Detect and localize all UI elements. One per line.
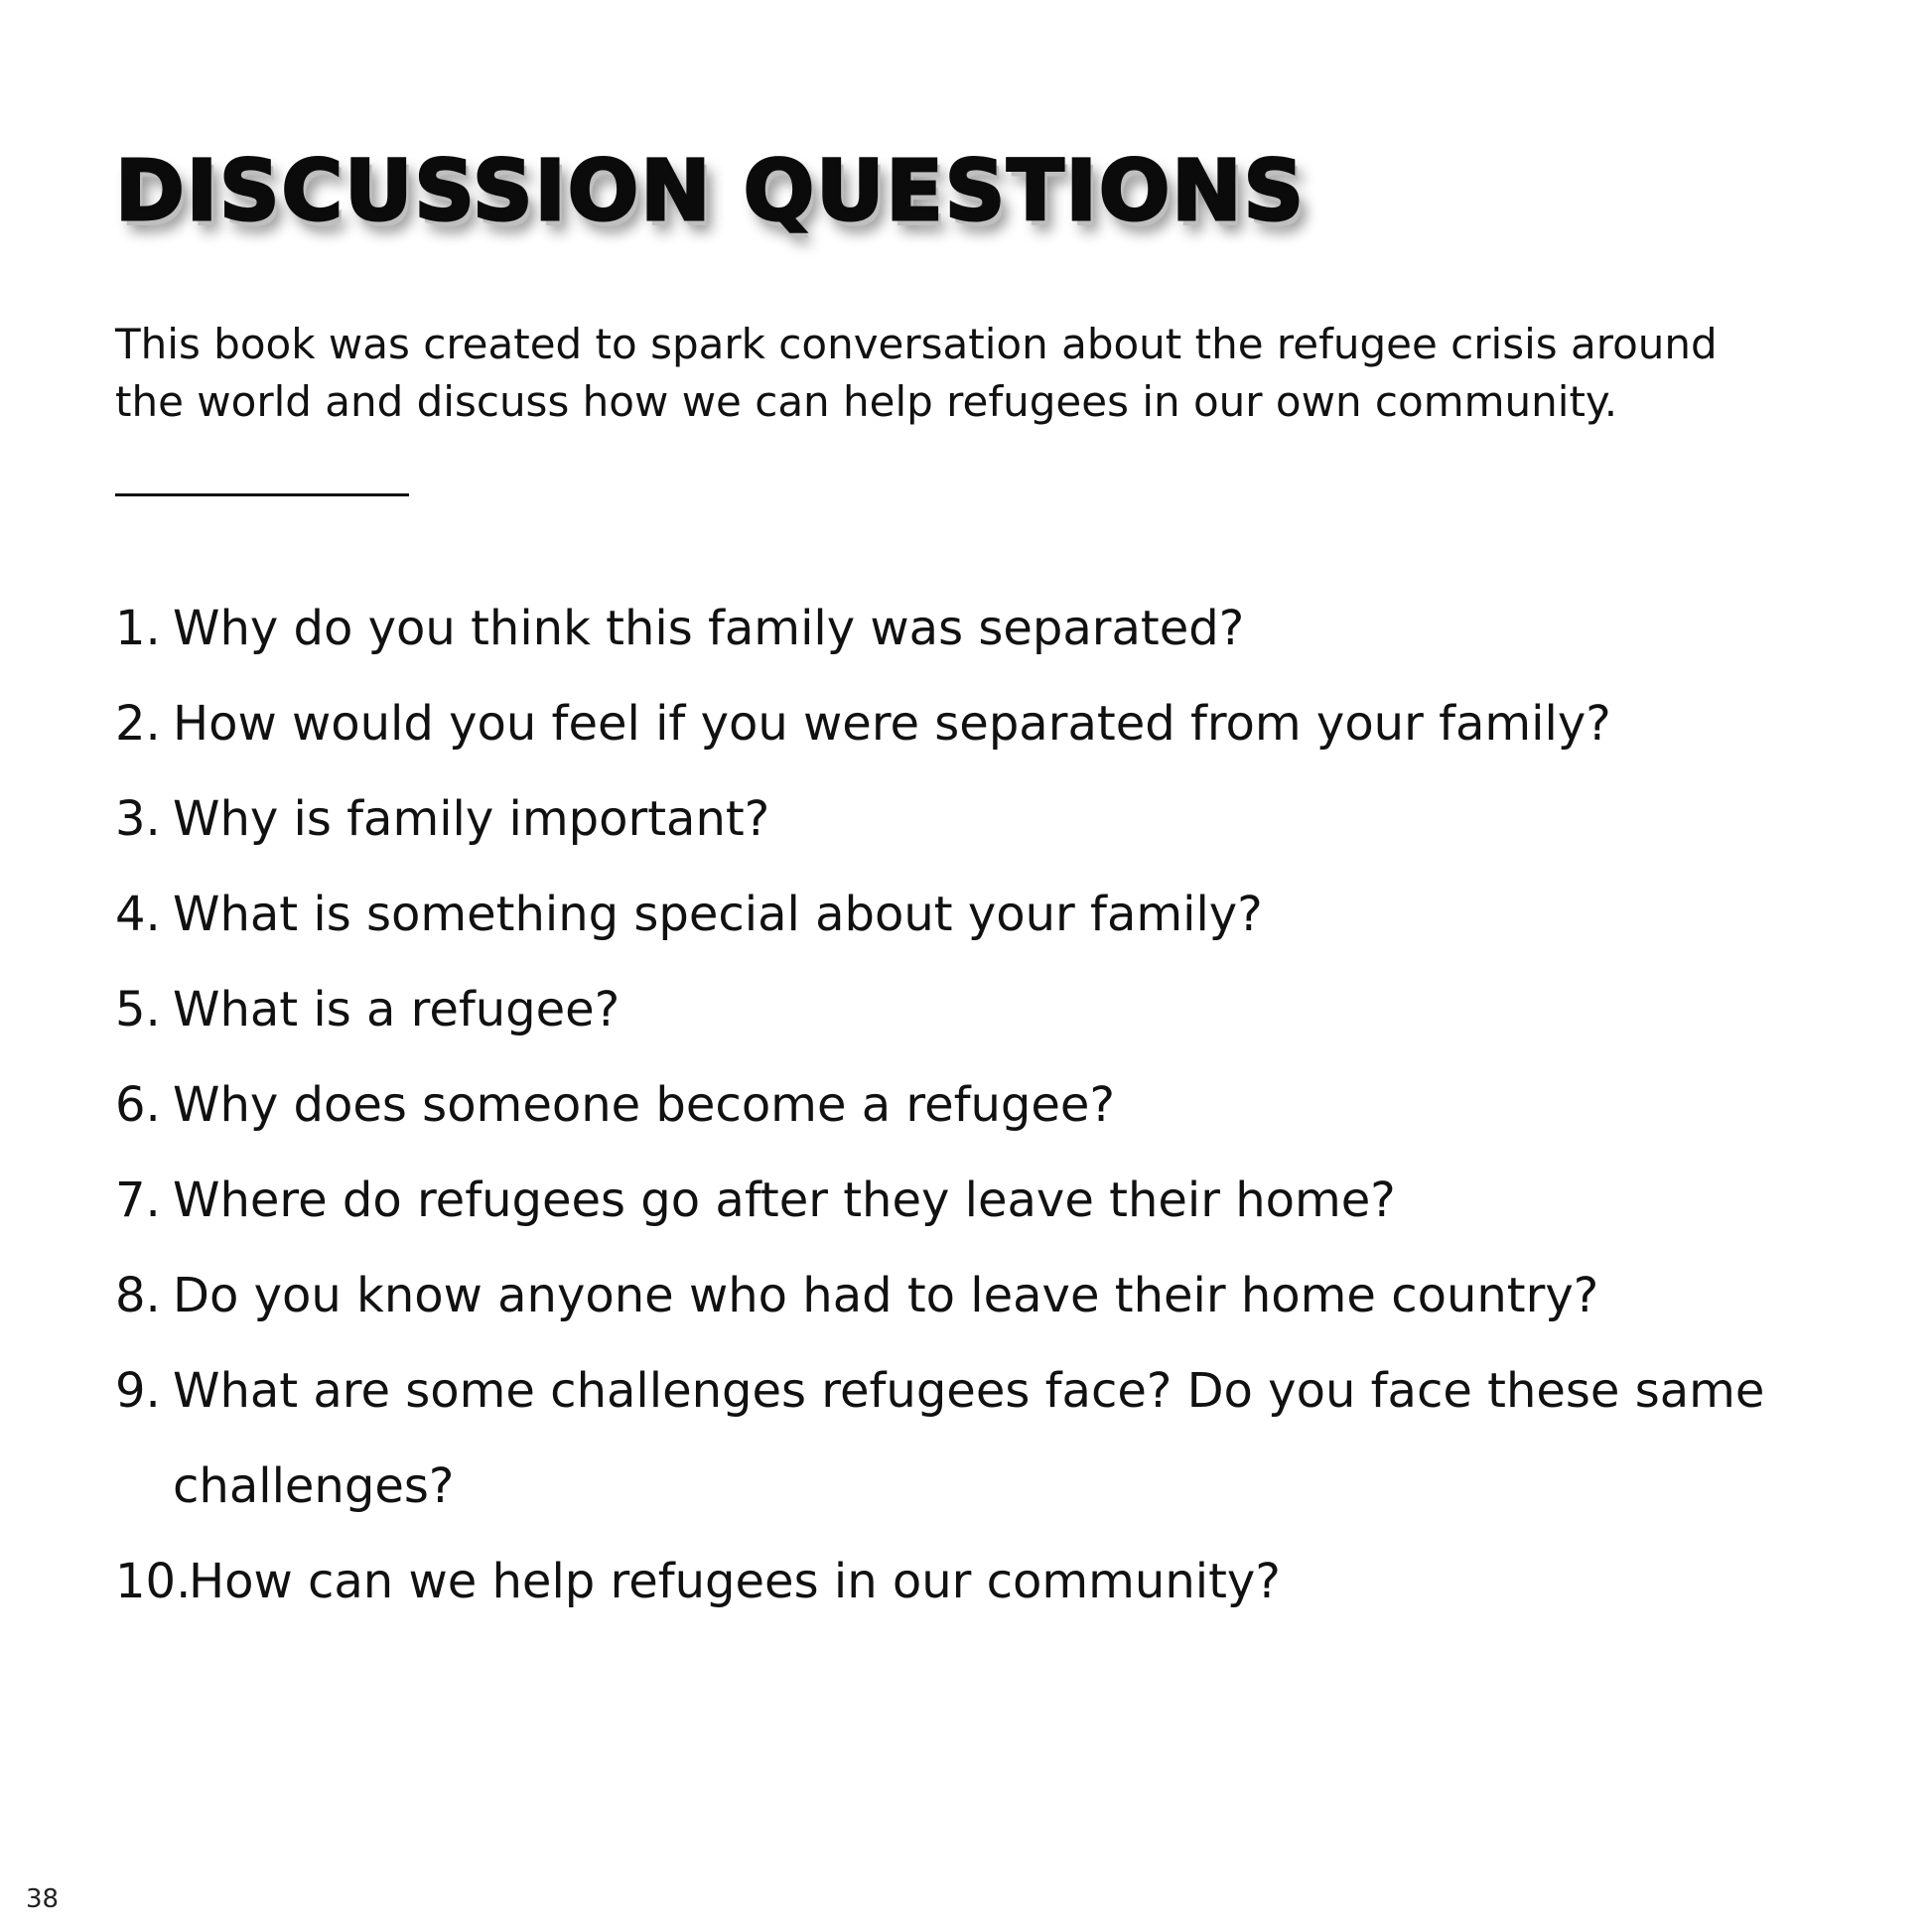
intro-line: the world and discuss how we can help refugees in our own community.: [115, 377, 1618, 426]
section-divider: [115, 493, 409, 496]
question-item: [115, 1057, 1853, 1153]
question-text: Do you know anyone who had to leave their home country?: [173, 1268, 1599, 1323]
question-number: 2.: [115, 696, 161, 752]
question-text: Why is family important?: [173, 791, 770, 847]
page-title: DISCUSSION QUESTIONS: [115, 142, 1307, 239]
question-item: [115, 581, 1853, 676]
question-number: 3.: [115, 791, 161, 847]
question-number: 5.: [115, 982, 161, 1037]
question-item: [115, 1153, 1853, 1248]
question-number: 9.: [115, 1363, 161, 1419]
question-item: [115, 1343, 1853, 1534]
question-list: [115, 581, 1853, 1629]
question-text: Where do refugees go after they leave their home?: [173, 1173, 1396, 1228]
question-number: 8.: [115, 1268, 161, 1323]
question-text: What is a refugee?: [173, 982, 621, 1037]
intro-paragraph: [115, 316, 1803, 431]
page-number: 38: [26, 1884, 60, 1914]
question-text: Why do you think this family was separated?: [173, 601, 1245, 656]
question-text: What is something special about your family?: [173, 887, 1263, 942]
question-item: [115, 1534, 1853, 1629]
question-item: [115, 867, 1853, 962]
question-number: 6.: [115, 1077, 161, 1133]
question-text: How would you feel if you were separated from your family?: [173, 696, 1611, 752]
question-item: [115, 1248, 1853, 1343]
question-text: How can we help refugees in our community?: [189, 1554, 1281, 1609]
question-item: [115, 962, 1853, 1057]
question-text: Why does someone become a refugee?: [173, 1077, 1115, 1133]
question-item: [115, 676, 1853, 771]
question-number: 7.: [115, 1173, 161, 1228]
intro-line: This book was created to spark conversation about the refugee crisis around: [115, 320, 1718, 368]
question-item: [115, 771, 1853, 867]
question-text: What are some challenges refugees face? Do you face these same challenges?: [173, 1363, 1765, 1514]
question-number: 10.: [115, 1554, 192, 1609]
question-number: 4.: [115, 887, 161, 942]
question-number: 1.: [115, 601, 161, 656]
